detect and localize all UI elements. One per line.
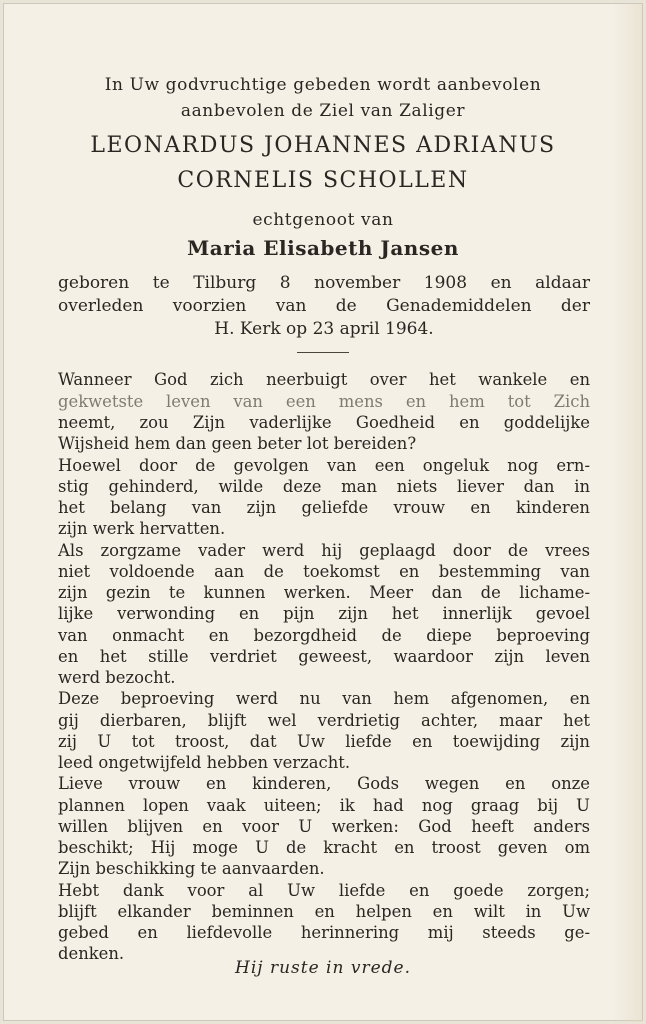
body-line: beschikt; Hij moge U de kracht en troost geven om (58, 838, 590, 857)
closing-text: Hij ruste in vrede. (235, 958, 411, 978)
body-line: Hoewel door de gevolgen van een ongeluk nog ern- (58, 456, 590, 475)
body-line: stig gehinderd, wilde deze man niets liever dan in (58, 477, 590, 496)
body-line: leed ongetwijfeld hebben verzacht. (58, 753, 351, 772)
body-line: blijft elkander beminnen en helpen en wilt in Uw (58, 902, 590, 921)
body-line: zijn gezin te kunnen werken. Meer dan de lichame- (58, 583, 590, 602)
body-line: Hebt dank voor al Uw liefde en goede zorgen; (58, 881, 590, 900)
body-line: gekwetste leven van een mens en hem tot Zich (58, 392, 590, 411)
body-line: gij dierbaren, blijft wel verdrietig achter, maar het (58, 711, 590, 730)
body-line: en het stille verdriet geweest, waardoor zijn leven (58, 647, 590, 666)
name-line: CORNELIS SCHOLLEN (177, 168, 469, 193)
dates-line: overleden voorzien van de Genademiddelen der (58, 296, 590, 316)
body-line: plannen lopen vaak uiteen; ik had nog graag bij U (58, 796, 590, 815)
body-line: niet voldoende aan de toekomst en bestemming van (58, 562, 590, 581)
body-line: gebed en liefdevolle herinnering mij steeds ge- (58, 923, 590, 942)
spouse-name: Maria Elisabeth Jansen (187, 236, 459, 260)
intro-line: In Uw godvruchtige gebeden wordt aanbevolen (104, 75, 542, 95)
body-line: lijke verwonding en pijn zijn het innerlijk gevoel (58, 604, 590, 623)
body-line: zijn werk hervatten. (58, 519, 226, 538)
body-line: Wanneer God zich neerbuigt over het wankele en (58, 370, 590, 389)
body-line: denken. (58, 944, 125, 963)
body-line: neemt, zou Zijn vaderlijke Goedheid en goddelijke (58, 413, 590, 432)
body-line: van onmacht en bezorgdheid de diepe beproeving (58, 626, 590, 645)
dates-line: geboren te Tilburg 8 november 1908 en aldaar (58, 273, 590, 293)
body-line: Deze beproeving werd nu van hem afgenomen, en (58, 689, 590, 708)
body-line: zij U tot troost, dat Uw liefde en toewijding zijn (58, 732, 590, 751)
intro-line: aanbevolen de Ziel van Zaliger (180, 101, 466, 121)
body-line: Als zorgzame vader werd hij geplaagd door de vrees (58, 541, 590, 560)
body-line: het belang van zijn geliefde vrouw en kinderen (58, 498, 590, 517)
body-line: Wijsheid hem dan geen beter lot bereiden? (58, 434, 417, 453)
dates-line: H. Kerk op 23 april 1964. (214, 319, 434, 339)
divider (297, 352, 349, 353)
body-line: werd bezocht. (58, 668, 176, 687)
body-line: willen blijven en voor U werken: God heeft anders (58, 817, 590, 836)
spouse-label: echtgenoot van (252, 210, 394, 230)
body-line: Lieve vrouw en kinderen, Gods wegen en onze (58, 774, 590, 793)
body-line: Zijn beschikking te aanvaarden. (58, 859, 325, 878)
name-line: LEONARDUS JOHANNES ADRIANUS (90, 133, 556, 158)
